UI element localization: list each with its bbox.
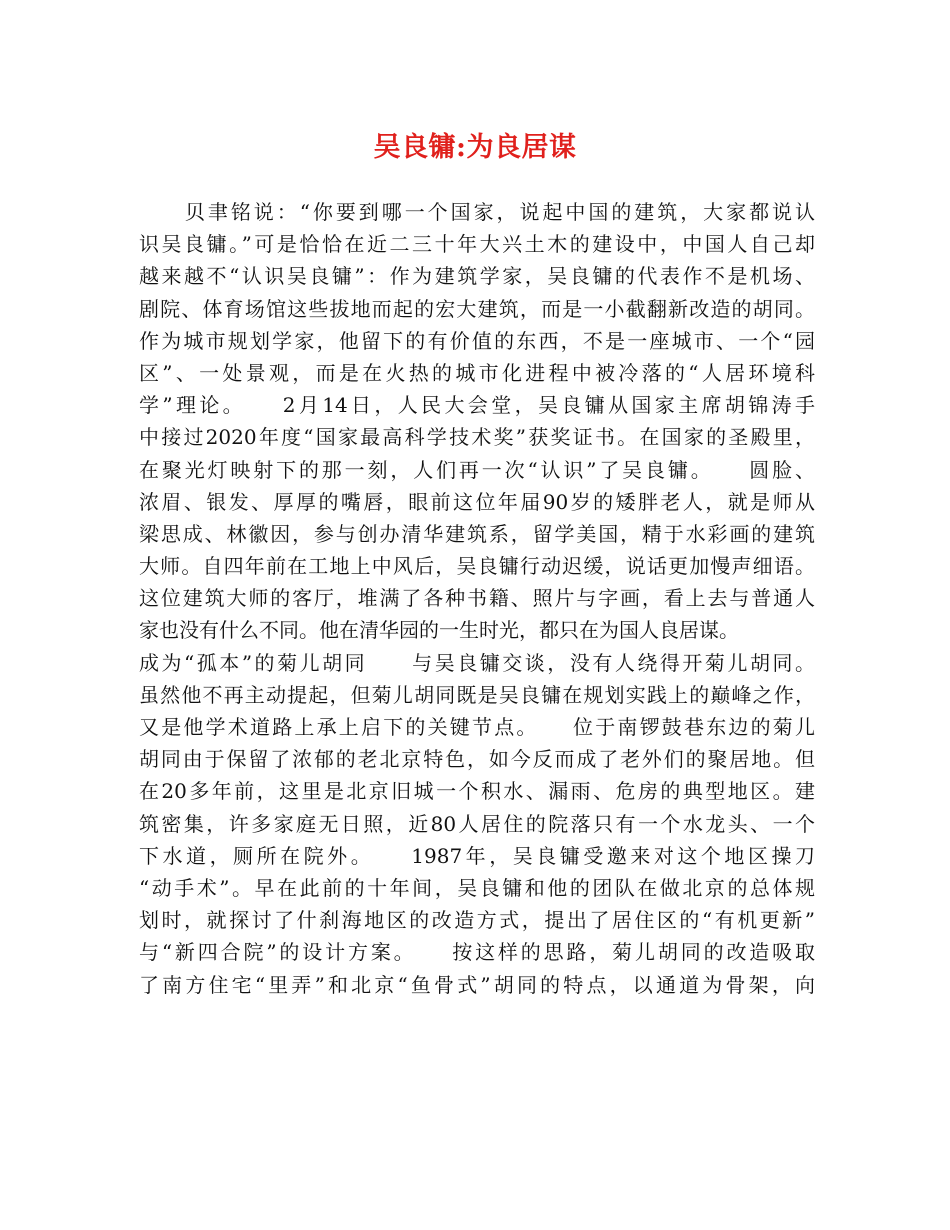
text-line: 又是他学术道路上承上启下的关键节点。 位于南锣鼓巷东边的菊儿 (139, 715, 815, 739)
text-line: 大师。自四年前在工地上中风后，吴良镛行动迟缓，说话更加慢声细语。 (139, 554, 815, 579)
text-line: 在20多年前，这里是北京旧城一个积水、漏雨、危房的典型地区。建 (139, 779, 815, 804)
text-line: 筑密集，许多家庭无日照，近80人居住的院落只有一个水龙头、一个 (139, 811, 815, 836)
text-line: 与“新四合院”的设计方案。 按这样的思路，菊儿胡同的改造吸取 (139, 940, 815, 965)
text-line: 越来越不“认识吴良镛”：作为建筑学家，吴良镛的代表作不是机场、 (139, 264, 815, 289)
text-line: 区”、一处景观，而是在火热的城市化进程中被冷落的“人居环境科 (139, 360, 815, 385)
text-line: 学”理论。 2月14日，人民大会堂，吴良镛从国家主席胡锦涛手 (139, 393, 815, 418)
text-line: 作为城市规划学家，他留下的有价值的东西，不是一座城市、一个“园 (139, 328, 815, 353)
text-line: “动手术”。早在此前的十年间，吴良镛和他的团队在做北京的总体规 (139, 875, 815, 900)
text-line: 中接过2020年度“国家最高科学技术奖”获奖证书。在国家的圣殿里， (139, 425, 815, 450)
text-line: 划时，就探讨了什刹海地区的改造方式，提出了居住区的“有机更新” (139, 908, 815, 933)
text-line: 梁思成、林徽因，参与创办清华建筑系，留学美国，精于水彩画的建筑 (139, 521, 815, 546)
text-line: 贝聿铭说：“你要到哪一个国家，说起中国的建筑，大家都说认 (139, 200, 815, 224)
text-line: 浓眉、银发、厚厚的嘴唇，眼前这位年届90岁的矮胖老人，就是师从 (139, 489, 815, 514)
text-line: 剧院、体育场馆这些拔地而起的宏大建筑，而是一小截翻新改造的胡同。 (139, 296, 815, 321)
text-line: 成为“孤本”的菊儿胡同 与吴良镛交谈，没有人绕得开菊儿胡同。 (139, 650, 815, 675)
text-line: 识吴良镛。”可是恰恰在近二三十年大兴土木的建设中，中国人自己却 (139, 232, 815, 257)
text-line: 家也没有什么不同。他在清华园的一生时光，都只在为国人良居谋。 (139, 618, 739, 643)
text-line: 在聚光灯映射下的那一刻，人们再一次“认识”了吴良镛。 圆脸、 (139, 457, 815, 482)
text-line: 下水道，厕所在院外。 1987年，吴良镛受邀来对这个地区操刀 (139, 843, 815, 868)
article-body (139, 196, 815, 1001)
text-line: 了南方住宅“里弄”和北京“鱼骨式”胡同的特点，以通道为骨架，向 (139, 972, 815, 997)
document-title: 吴良镛:为良居谋 (373, 132, 577, 163)
text-line: 虽然他不再主动提起，但菊儿胡同既是吴良镛在规划实践上的巅峰之作， (139, 682, 815, 707)
text-line: 这位建筑大师的客厅，堆满了各种书籍、照片与字画，看上去与普通人 (139, 586, 815, 611)
text-line: 胡同由于保留了浓郁的老北京特色，如今反而成了老外们的聚居地。但 (139, 747, 815, 772)
